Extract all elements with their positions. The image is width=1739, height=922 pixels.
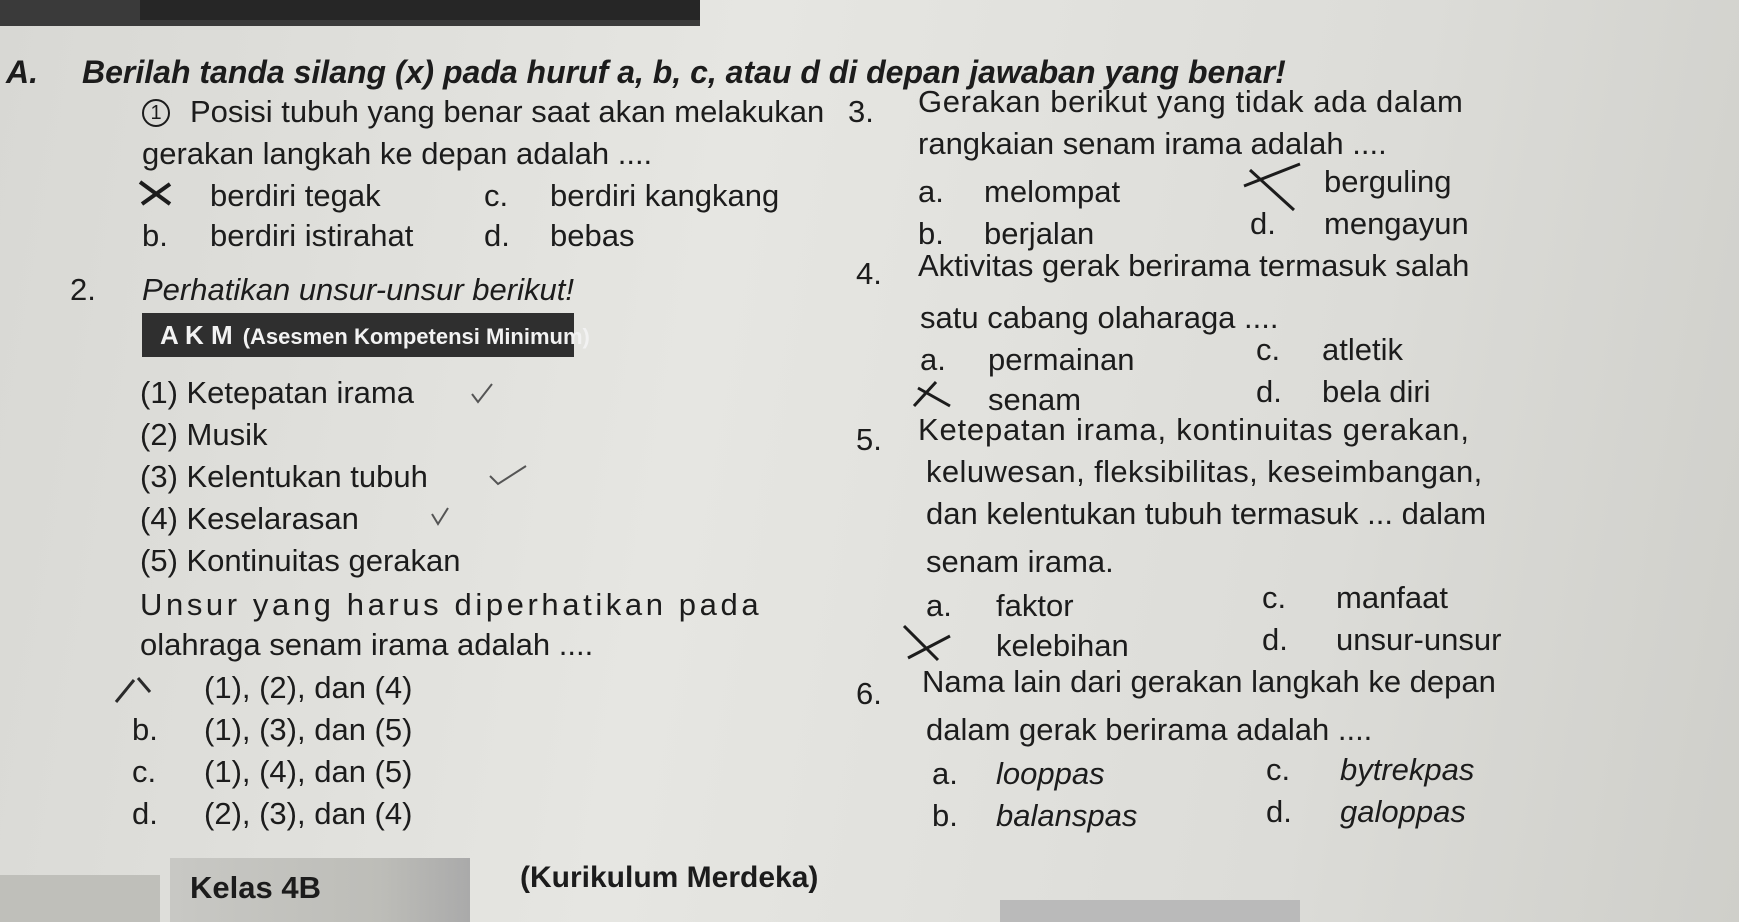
q2-item-2: (2) Musik	[140, 417, 268, 452]
q5-option-c-label: c.	[1262, 580, 1287, 615]
q6-option-d-label: d.	[1266, 794, 1292, 829]
page-number-tab	[0, 875, 160, 922]
q4-option-a[interactable]: permainan	[988, 342, 1135, 377]
q1-option-d-label: d.	[484, 218, 510, 253]
q5-stem-line1: Ketepatan irama, kontinuitas gerakan,	[918, 412, 1470, 447]
section-label: A.	[6, 54, 38, 90]
q5-number: 5.	[856, 422, 882, 457]
section-instruction: Berilah tanda silang (x) pada huruf a, b, c, atau d di depan jawaban yang benar!	[82, 54, 1286, 90]
q2-stem-line2: olahraga senam irama adalah ....	[140, 627, 594, 662]
q1-stem-text: Posisi tubuh yang benar saat akan melakukan	[190, 94, 825, 129]
q5-option-a[interactable]: faktor	[996, 588, 1074, 623]
q6-option-c-label: c.	[1266, 752, 1291, 787]
q4-option-d-label: d.	[1256, 374, 1282, 409]
q1-option-a[interactable]: berdiri tegak	[210, 178, 381, 213]
q3-option-b-label: b.	[918, 216, 944, 251]
cross-mark-q2-a	[110, 672, 160, 708]
q3-option-c[interactable]: berguling	[1324, 164, 1452, 199]
cross-mark-q1-a	[136, 178, 176, 208]
q6-stem-line1: Nama lain dari gerakan langkah ke depan	[922, 664, 1496, 699]
q4-stem-line2: satu cabang olaharaga ....	[920, 300, 1279, 335]
q4-number: 4.	[856, 256, 882, 291]
q2-option-a[interactable]: (1), (2), dan (4)	[204, 670, 413, 705]
q1-stem-line1	[142, 94, 824, 130]
q4-stem-line1: Aktivitas gerak berirama termasuk salah	[918, 248, 1470, 283]
q4-option-c[interactable]: atletik	[1322, 332, 1403, 367]
q6-option-b-label: b.	[932, 798, 958, 833]
q1-option-b-label: b.	[142, 218, 168, 253]
q6-option-d[interactable]: galoppas	[1340, 794, 1466, 829]
check-mark-item-4	[430, 506, 450, 526]
q2-item-1: (1) Ketepatan irama	[140, 375, 414, 410]
curriculum-label: (Kurikulum Merdeka)	[520, 861, 819, 894]
q5-stem-line3: dan kelentukan tubuh termasuk ... dalam	[926, 496, 1487, 531]
q1-option-d[interactable]: bebas	[550, 218, 635, 253]
q4-option-c-label: c.	[1256, 332, 1281, 367]
q1-option-c[interactable]: berdiri kangkang	[550, 178, 780, 213]
q2-option-b-label: b.	[132, 712, 158, 747]
cross-mark-q5-b	[898, 620, 958, 664]
q4-option-a-label: a.	[920, 342, 946, 377]
q2-item-3: (3) Kelentukan tubuh	[140, 459, 428, 494]
q3-stem-line1: Gerakan berikut yang tidak ada dalam	[918, 84, 1464, 119]
q2-option-b[interactable]: (1), (3), dan (5)	[204, 712, 413, 747]
q1-option-b[interactable]: berdiri istirahat	[210, 218, 414, 253]
q3-option-a-label: a.	[918, 174, 944, 209]
q2-item-5: (5) Kontinuitas gerakan	[140, 543, 461, 578]
q6-stem-line2: dalam gerak berirama adalah ....	[926, 712, 1373, 747]
q2-option-d-label: d.	[132, 796, 158, 831]
check-mark-item-1	[470, 382, 494, 404]
q4-option-b[interactable]: senam	[988, 382, 1082, 417]
check-mark-item-3	[488, 464, 528, 486]
q6-option-a[interactable]: looppas	[996, 756, 1105, 791]
akm-caption: (Asesmen Kompetensi Minimum)	[242, 324, 590, 349]
q2-option-d[interactable]: (2), (3), dan (4)	[204, 796, 413, 831]
q1-number: 1	[142, 99, 170, 127]
q6-option-c[interactable]: bytrekpas	[1340, 752, 1475, 787]
akm-badge	[142, 313, 590, 357]
q2-option-c[interactable]: (1), (4), dan (5)	[204, 754, 413, 789]
q3-stem-line2: rangkaian senam irama adalah ....	[918, 126, 1387, 161]
q5-option-d[interactable]: unsur-unsur	[1336, 622, 1502, 657]
q5-option-a-label: a.	[926, 588, 952, 623]
q2-option-c-label: c.	[132, 754, 157, 789]
q5-option-b[interactable]: kelebihan	[996, 628, 1129, 663]
q2-item-4: (4) Keselarasan	[140, 501, 359, 536]
q5-stem-line4: senam irama.	[926, 544, 1114, 579]
q2-prompt: Perhatikan unsur-unsur berikut!	[142, 272, 574, 307]
q6-option-a-label: a.	[932, 756, 958, 791]
q2-number: 2.	[70, 272, 96, 307]
class-label: Kelas 4B	[190, 870, 321, 905]
akm-letters: A K M	[160, 320, 233, 350]
q5-option-d-label: d.	[1262, 622, 1288, 657]
top-binding-shadow	[140, 0, 700, 20]
q2-stem-line1: Unsur yang harus diperhatikan pada	[140, 587, 763, 622]
q3-option-d-label: d.	[1250, 206, 1276, 241]
q1-stem-line2: gerakan langkah ke depan adalah ....	[142, 136, 653, 171]
cross-mark-q4-b	[906, 378, 956, 412]
q4-option-d[interactable]: bela diri	[1322, 374, 1431, 409]
q6-number: 6.	[856, 676, 882, 711]
q5-option-c[interactable]: manfaat	[1336, 580, 1449, 615]
q6-option-b[interactable]: balanspas	[996, 798, 1138, 833]
q5-stem-line2: keluwesan, fleksibilitas, keseimbangan,	[926, 454, 1483, 489]
q1-option-c-label: c.	[484, 178, 509, 213]
q3-option-d[interactable]: mengayun	[1324, 206, 1469, 241]
q3-option-b[interactable]: berjalan	[984, 216, 1095, 251]
bottom-edge-strip	[1000, 900, 1300, 922]
q3-number: 3.	[848, 94, 874, 129]
q3-option-a[interactable]: melompat	[984, 174, 1121, 209]
